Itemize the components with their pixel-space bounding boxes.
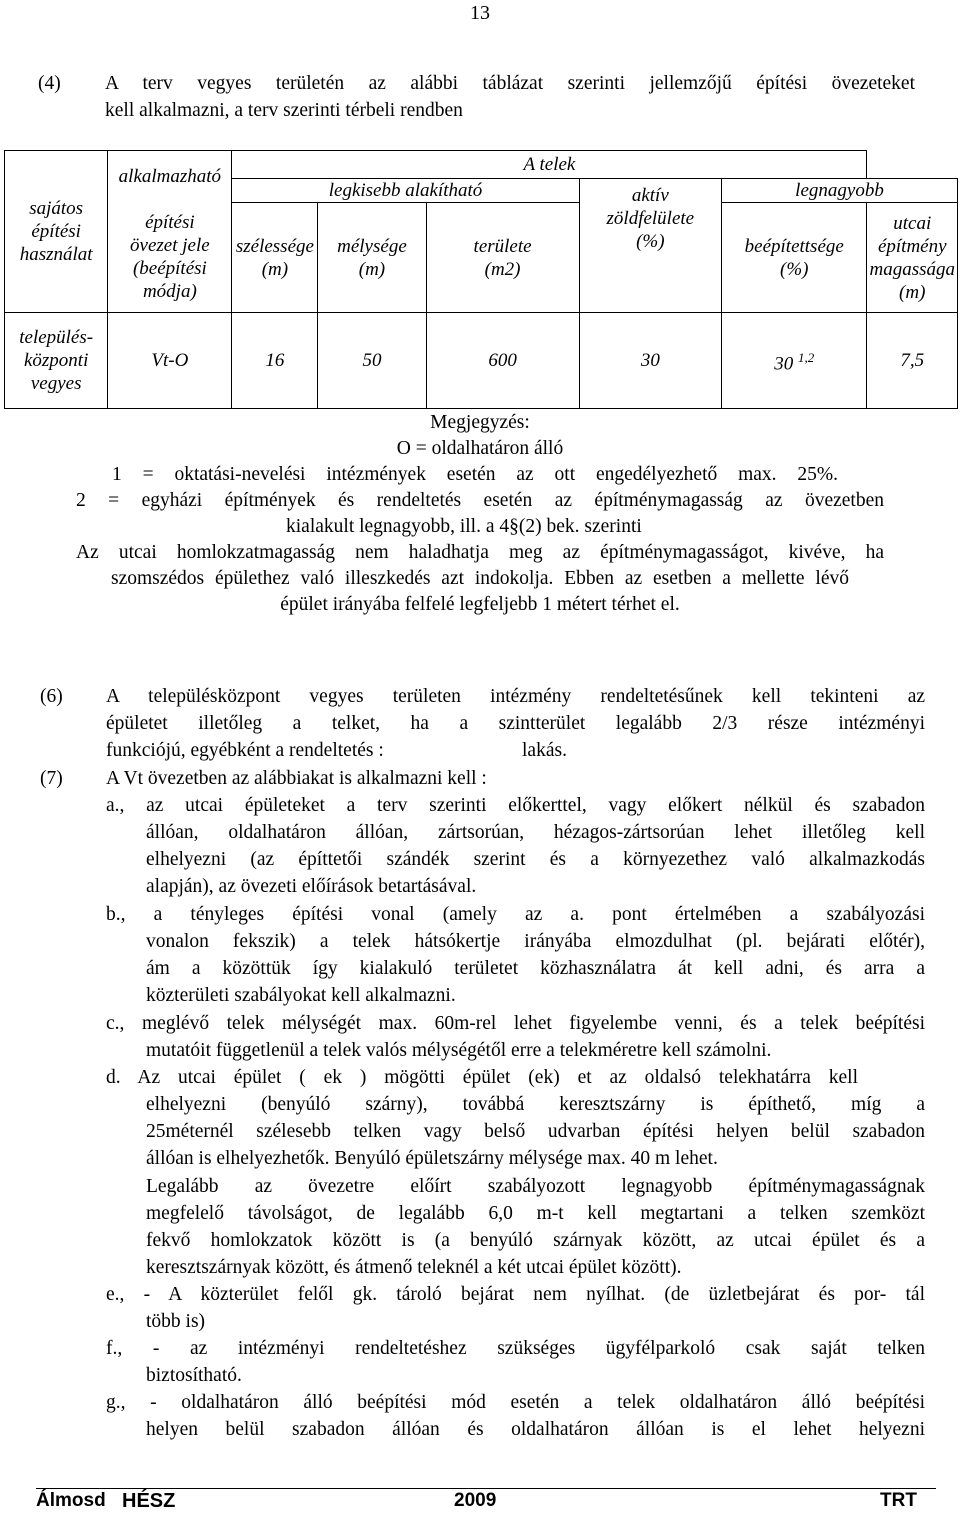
footer-author: TRT: [880, 1490, 917, 1511]
header-green-area: aktív zöldfelülete (%): [579, 179, 721, 253]
cell-built-note: 1,2: [797, 349, 815, 365]
item-b-line: közterületi szabályokat kell alkalmazni.: [146, 985, 456, 1006]
header-applicable: alkalmazható: [108, 151, 232, 203]
row-land-use: település- központi vegyes: [5, 313, 108, 409]
header-depth: mélysége (m): [318, 203, 426, 313]
paragraph-line: kell alkalmazni, a terv szerinti térbeli rendben: [105, 100, 463, 121]
item-d-line: Legalább az övezetre előírt szabályozott legnagyobb építménymagasságnak: [146, 1176, 925, 1197]
header-height: utcai építmény magassága (m): [867, 203, 958, 313]
header-green-area-cont: [579, 253, 721, 313]
note-1: 1 = oktatási-nevelési intézmények esetén az ott engedélyezhető max. 25%.: [112, 464, 838, 485]
item-d-line: megfelelő távolságot, de legalább 6,0 m-t kell megtartani a telken szemközt: [146, 1203, 925, 1224]
paragraph-number: (7): [40, 768, 63, 789]
header-zone-code: építési övezet jele (beépítési módja): [108, 203, 232, 313]
zoning-table: [4, 150, 958, 409]
note-facade: Az utcai homlokzatmagasság nem haladhatja meg az építménymagasságot, kivéve, ha: [76, 542, 884, 563]
header-width: szélessége (m): [232, 203, 318, 313]
item-b-line: vonalon fekszik) a telek hátsókertje irányába elmozdulhat (pl. bejárati előtér),: [146, 931, 925, 952]
cell-width: 16: [232, 313, 318, 409]
cell-area: 600: [426, 313, 579, 409]
item-a-line: alapján), az övezeti előírások betartásával.: [146, 876, 477, 897]
paragraph-6-line: épületet illetőleg a telket, ha a szintterület legalább 2/3 része intézményi: [106, 713, 925, 734]
paragraph-6-line: lakás.: [522, 740, 567, 761]
cell-height: 7,5: [867, 313, 958, 409]
item-d-line: elhelyezni (benyúló szárny), továbbá keresztszárny is építhető, míg a: [146, 1094, 925, 1115]
paragraph-number: (6): [40, 686, 63, 707]
item-d-line: 25méternél szélesebb telken vagy belső udvarban építési helyen belül szabadon: [146, 1121, 925, 1142]
cell-green: 30: [579, 313, 721, 409]
header-area: területe (m2): [426, 203, 579, 313]
paragraph-number: (4): [38, 73, 61, 94]
item-d-line: keresztszárnyak között, és átmenő teleknél a két utcai épület között).: [146, 1257, 682, 1278]
item-d-line: fekvő homlokzatok között is (a benyúló szárnyak között, az utcai épület és a: [146, 1230, 925, 1251]
note-2-cont: kialakult legnagyobb, ill. a 4§(2) bek. szerinti: [286, 516, 642, 537]
footer-doc-code: HÉSZ: [122, 1490, 176, 1512]
item-b-line: ám a közöttük így kialakuló területet közhasználatra át kell adni, és arra a: [146, 958, 925, 979]
item-e-line: e., - A közterület felől gk. tároló bejárat nem nyílhat. (de üzletbejárat és por- tál: [106, 1284, 925, 1305]
header-minimum: legkisebb alakítható: [232, 179, 579, 203]
item-g-line: helyen belül szabadon állóan és oldalhatáron állóan is el lehet helyezni: [146, 1419, 925, 1440]
note-facade: szomszédos épülethez való illeszkedés azt indokolja. Ebben az esetben a mellette lévő: [111, 568, 849, 589]
item-a-line: a., az utcai épületeket a terv szerinti előkerttel, vagy előkert nélkül és szabadon: [106, 795, 925, 816]
footer-municipality: Álmosd: [36, 1490, 106, 1511]
item-a-line: állóan, oldalhatáron állóan, zártsorúan, hézagos-zártsorúan lehet illetőleg kell: [146, 822, 925, 843]
item-c-line: mutatóit függetlenül a telek valós mélységétől erre a telekméretre kell számolni.: [146, 1040, 772, 1061]
notes-title: Megjegyzés:: [430, 412, 530, 433]
paragraph-6-line: funkciójú, egyébként a rendeltetés :: [106, 740, 384, 761]
header-plot: A telek: [232, 151, 867, 179]
paragraph-6-line: A településközpont vegyes területen intézmény rendeltetésűnek kell tekinteni az: [106, 686, 925, 707]
header-maximum: legnagyobb: [722, 179, 958, 203]
footer-rule: [36, 1488, 936, 1489]
header-land-use: sajátos építési használat: [5, 151, 108, 313]
cell-code: Vt-O: [108, 313, 232, 409]
paragraph-line: A terv vegyes területén az alábbi táblázat szerinti jellemzőjű építési övezeteket: [105, 73, 915, 94]
note-o: O = oldalhatáron álló: [396, 438, 564, 459]
body-sections: [0, 683, 960, 1473]
item-e-line: több is): [146, 1311, 206, 1332]
item-d-line: d. Az utcai épület ( ek ) mögötti épület (ek) et az oldalsó telekhatárra kell: [106, 1067, 858, 1088]
item-g-line: g., - oldalhatáron álló beépítési mód esetén a telek oldalhatáron álló beépítési: [106, 1392, 925, 1413]
item-b-line: b., a tényleges építési vonal (amely az a. pont értelmében a szabályozási: [106, 904, 925, 925]
cell-built: 30 $^{1,2}$: [722, 313, 867, 409]
page-number: 13: [470, 2, 490, 24]
item-f-line: f., - az intézményi rendeltetéshez szükséges ügyfélparkoló csak saját telken: [106, 1338, 925, 1359]
item-a-line: elhelyezni (az építtetői szándék szerint és a környezethez való alkalmazkodás: [146, 849, 925, 870]
item-c-line: c., meglévő telek mélységét max. 60m-rel lehet figyelembe venni, és a telek beépítési: [106, 1013, 925, 1034]
note-2: 2 = egyházi építmények és rendeltetés esetén az építménymagasság az övezetben: [76, 490, 884, 511]
header-built-ratio: beépítettsége (%): [722, 203, 867, 313]
footer-year: 2009: [454, 1490, 497, 1511]
item-f-line: biztosítható.: [146, 1365, 242, 1386]
note-facade: épület irányába felfelé legfeljebb 1 métert térhet el.: [280, 594, 680, 615]
item-d-line: állóan is elhelyezhetők. Benyúló épületszárny mélysége max. 40 m lehet.: [146, 1148, 718, 1169]
cell-depth: 50: [318, 313, 426, 409]
paragraph-7-line: A Vt övezetben az alábbiakat is alkalmazni kell :: [106, 768, 487, 789]
